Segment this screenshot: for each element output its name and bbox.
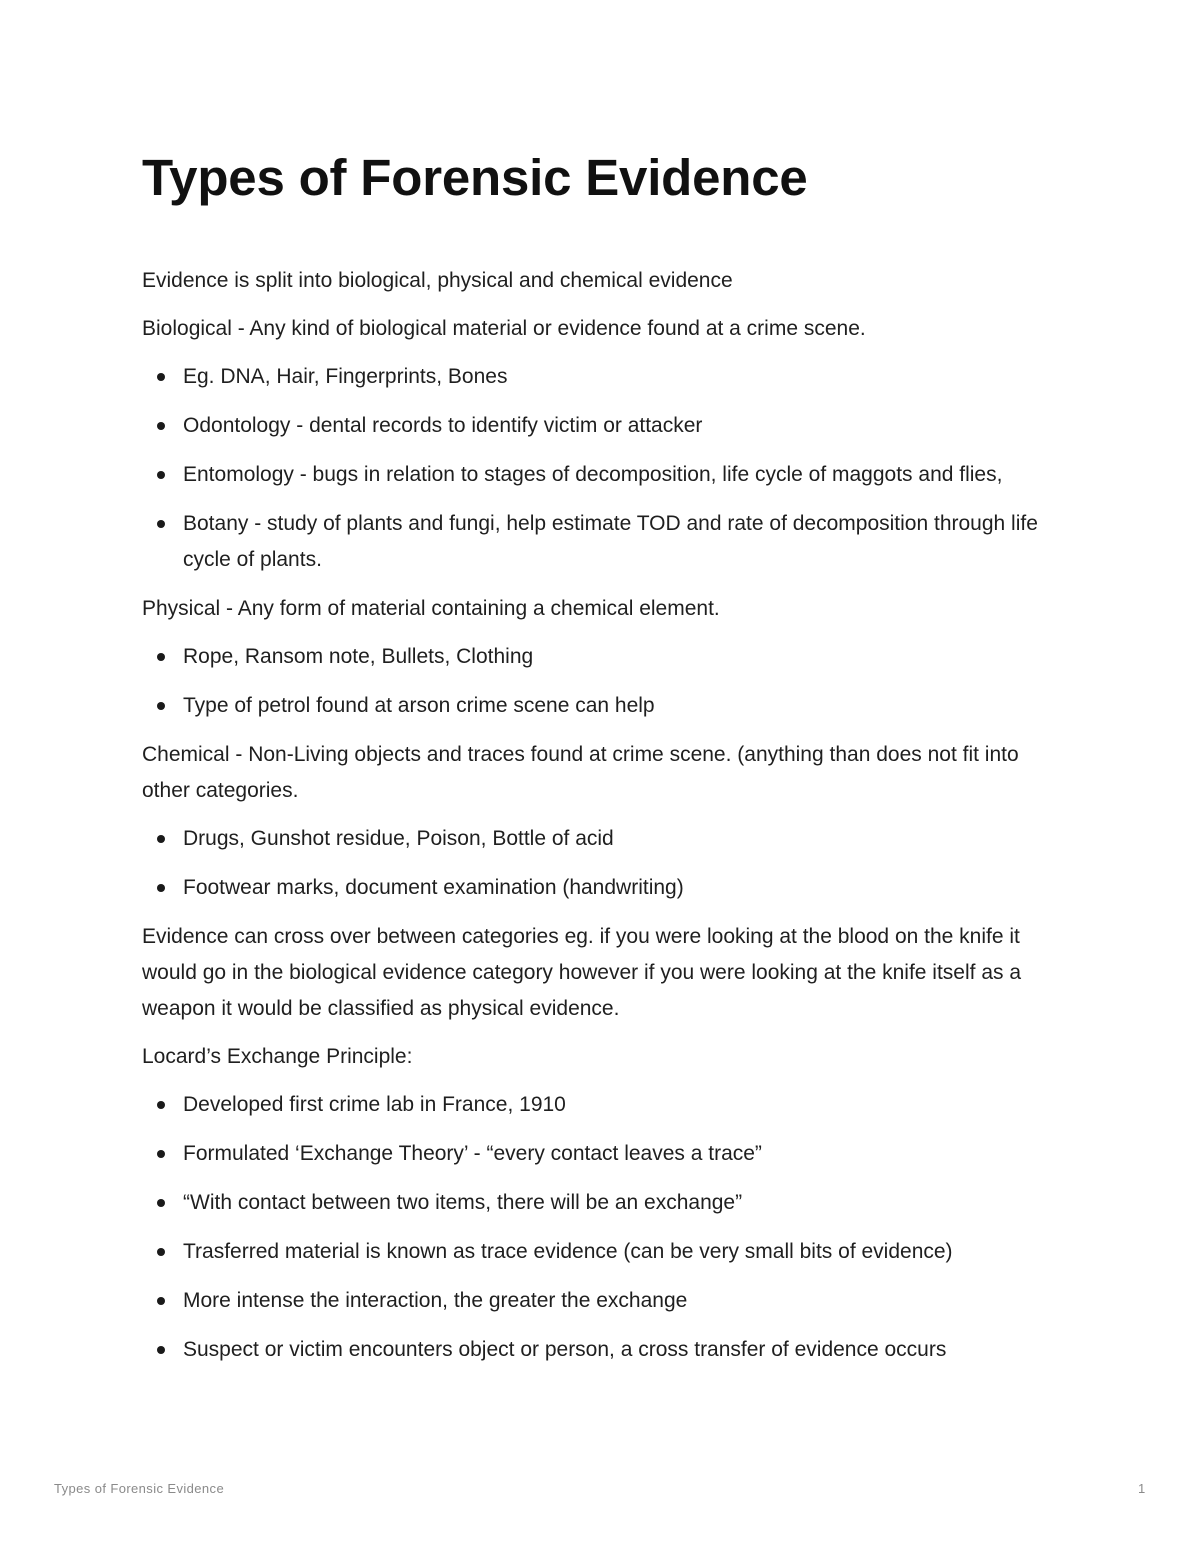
list-item [142,408,1062,444]
locard-list [142,1087,1062,1368]
bullet-icon [157,653,165,661]
list-item-text: Odontology - dental records to identify victim or attacker [183,414,703,437]
document-body [142,140,1062,1381]
list-item [142,359,1062,395]
list-item [142,1283,1062,1319]
list-item-text: Formulated ‘Exchange Theory’ - “every contact leaves a trace” [183,1142,762,1165]
bullet-icon [157,1150,165,1158]
list-item [142,1185,1062,1221]
list-item [142,506,1062,578]
bullet-icon [157,1248,165,1256]
list-item [142,1234,1062,1270]
list-item-text: More intense the interaction, the greater the exchange [183,1289,688,1312]
physical-list [142,639,1062,724]
bullet-icon [157,471,165,479]
page-title: Types of Forensic Evidence [142,149,808,206]
list-item-text: Eg. DNA, Hair, Fingerprints, Bones [183,365,508,388]
list-item [142,1332,1062,1368]
bullet-icon [157,1101,165,1109]
list-item [142,639,1062,675]
list-item [142,821,1062,857]
list-item-text: Drugs, Gunshot residue, Poison, Bottle of acid [183,827,614,850]
list-item [142,457,1062,493]
list-item-text: “With contact between two items, there will be an exchange” [183,1191,743,1214]
bullet-icon [157,373,165,381]
list-item [142,688,1062,724]
list-item-text: Botany - study of plants and fungi, help estimate TOD and rate of decomposition through life cycle of plants. [183,512,1038,571]
intro-paragraph: Evidence is split into biological, physical and chemical evidence [142,269,733,292]
bullet-icon [157,702,165,710]
footer-document-title: Types of Forensic Evidence [54,1481,225,1496]
bullet-icon [157,1346,165,1354]
biological-list [142,359,1062,578]
bullet-icon [157,1297,165,1305]
bullet-icon [157,1199,165,1207]
list-item-text: Trasferred material is known as trace evidence (can be very small bits of evidence) [183,1240,953,1263]
bullet-icon [157,422,165,430]
crossover-paragraph: Evidence can cross over between categories eg. if you were looking at the blood on the knife it would go in the biological evidence category however if you were looking at the knife itself as a weapon it would be classified as physical evidence. [142,925,1022,1020]
locard-heading: Locard’s Exchange Principle: [142,1045,413,1068]
list-item [142,1087,1062,1123]
bullet-icon [157,884,165,892]
list-item-text: Entomology - bugs in relation to stages of decomposition, life cycle of maggots and flies, [183,463,1003,486]
list-item-text: Suspect or victim encounters object or person, a cross transfer of evidence occurs [183,1338,947,1361]
list-item-text: Type of petrol found at arson crime scene can help [183,694,655,717]
bullet-icon [157,520,165,528]
footer-page-number: 1 [1138,1481,1146,1496]
list-item-text: Developed first crime lab in France, 1910 [183,1093,566,1116]
biological-heading: Biological - Any kind of biological material or evidence found at a crime scene. [142,317,866,340]
bullet-icon [157,835,165,843]
list-item-text: Footwear marks, document examination (handwriting) [183,876,684,899]
list-item [142,1136,1062,1172]
chemical-list [142,821,1062,906]
list-item-text: Rope, Ransom note, Bullets, Clothing [183,645,534,668]
list-item [142,870,1062,906]
physical-heading: Physical - Any form of material containing a chemical element. [142,597,720,620]
chemical-heading: Chemical - Non-Living objects and traces found at crime scene. (anything than does not fit into other categories. [142,743,1019,802]
